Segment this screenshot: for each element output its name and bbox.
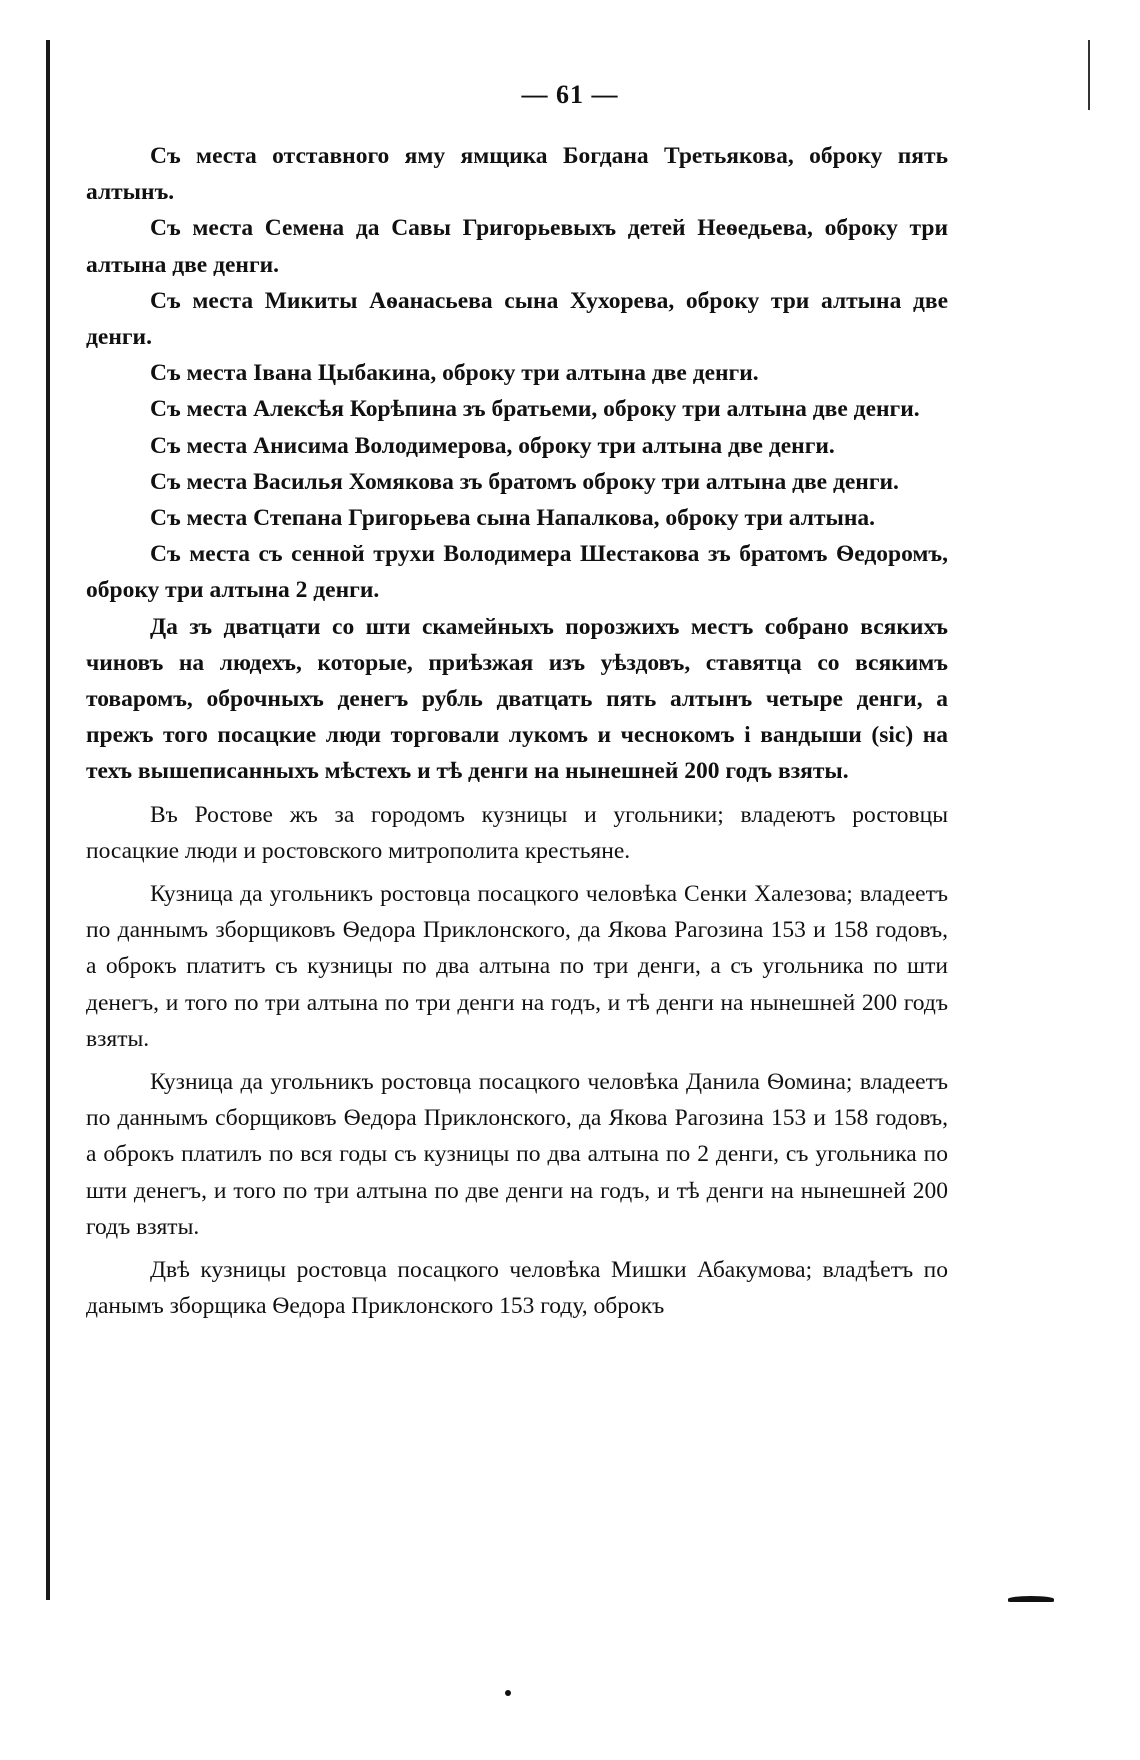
paragraph-1: Съ места отставного яму ямщика Богдана Третьякова, оброку пять алтынъ. <box>86 143 948 206</box>
paragraph-4: Съ места Івана Цыбакина, оброку три алтына две денги. <box>150 360 759 387</box>
page-number: — 61 — <box>521 80 619 109</box>
paragraph-5: Съ места Алексѣя Корѣпина зъ братьеми, оброку три алтына две денги. <box>150 396 920 423</box>
paragraph-2: Съ места Семена да Савы Григорьевыхъ детей Неѳедьева, оброку три алтына две денги. <box>86 215 948 278</box>
paragraph-14: Двѣ кузницы ростовца посацкого человѣка Мишки Абакумова; владѣетъ по данымъ зборщика Ѳедора Приклонского 153 году, оброкъ <box>86 1257 948 1320</box>
paragraph-8: Съ места Степана Григорьева сына Напалкова, оброку три алтына. <box>150 505 876 532</box>
page-body <box>86 138 948 1325</box>
ink-dot <box>505 1690 511 1696</box>
left-margin-rule <box>46 40 50 1600</box>
paragraph-10: Да зъ дватцати со шти скамейныхъ порозжихъ местъ собрано всякихъ чиновъ на людехъ, которые, приѣзжая изъ уѣздовъ, ставятца со всякимъ товаромъ, оброчныхъ денегъ рубль дватцать пять алтынъ четыре денги, а прежъ того посацкие люди торговали лукомъ и чеснокомъ і вандыши (sic) на техъ вышеписанныхъ мѣстехъ и тѣ денги на нынешней 200 годъ взяты. <box>86 613 948 785</box>
paragraph-12: Кузница да угольникъ ростовца посацкого человѣка Сенки Халезова; владеетъ по даннымъ зборщиковъ Ѳедора Приклонского, да Якова Рагозина 153 и 158 годовъ, а оброкъ платитъ съ кузницы по два алтына по три денги, а съ угольника по шти денегъ, и того по три алтына по три денги на годъ, и тѣ денги на нынешней 200 годъ взяты. <box>86 881 948 1052</box>
ink-mark <box>1008 1596 1054 1602</box>
paragraph-13: Кузница да угольникъ ростовца посацкого человѣка Данила Ѳомина; владеетъ по даннымъ сборщиковъ Ѳедора Приклонского, да Якова Рагозина 153 и 158 годовъ, а оброкъ платилъ по вся годы съ кузницы по два алтына по 2 денги, съ угольника по шти денегъ, и того по три алтына по две денги на годъ, и тѣ денги на нынешней 200 годъ взяты. <box>86 1069 948 1240</box>
paragraph-9: Съ места съ сенной трухи Володимера Шестакова зъ братомъ Ѳедоромъ, оброку три алтына 2 денги. <box>86 541 948 604</box>
paragraph-7: Съ места Василья Хомякова зъ братомъ оброку три алтына две денги. <box>150 468 899 495</box>
paragraph-3: Съ места Микиты Аѳанасьева сына Хухорева, оброку три алтына две денги. <box>86 287 948 351</box>
paragraph-6: Съ места Анисима Володимерова, оброку три алтына две денги. <box>150 432 835 459</box>
paragraph-11: Въ Ростове жъ за городомъ кузницы и угольники; владеютъ ростовцы посацкие люди и ростовского митрополита крестьяне. <box>86 801 948 864</box>
